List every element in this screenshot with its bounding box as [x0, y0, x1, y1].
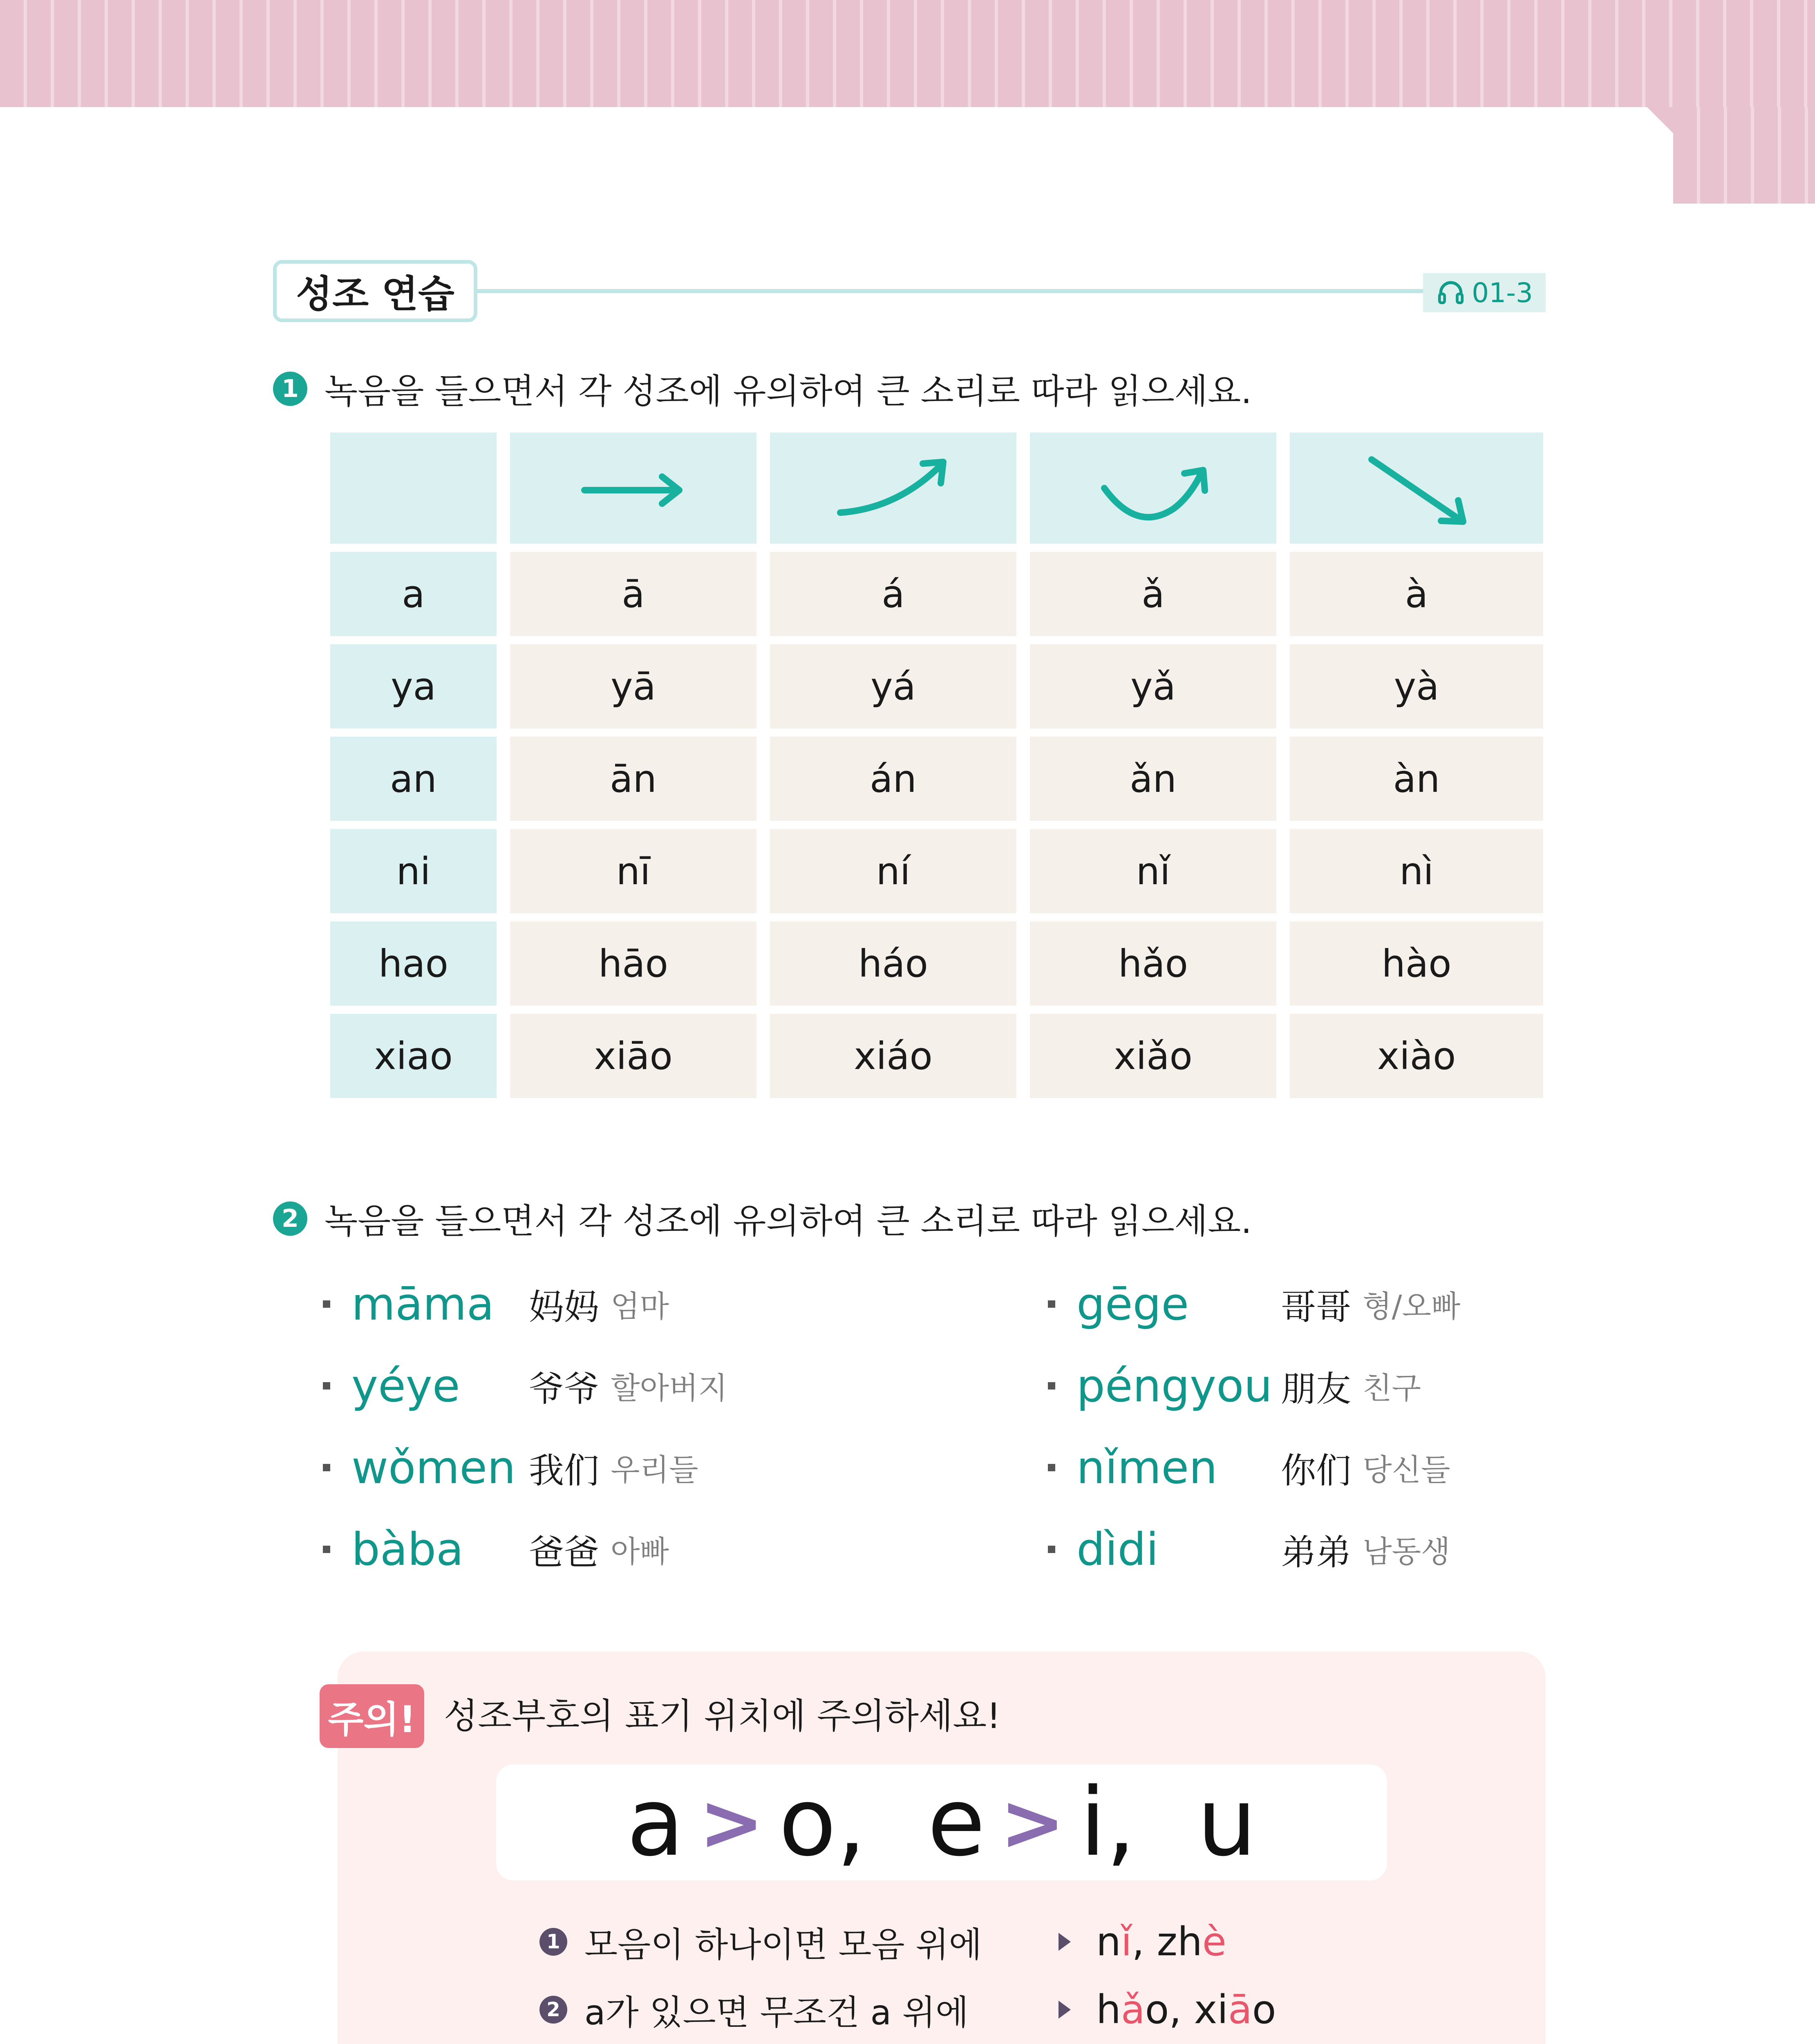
vocab-pinyin: nǐmen: [1076, 1441, 1217, 1494]
row-base-xiao: xiao: [330, 1014, 497, 1098]
vocab-pinyin: dìdi: [1076, 1523, 1159, 1576]
bullet: [323, 1546, 330, 1553]
priority-arrow: >: [1000, 1777, 1065, 1868]
vocab-korean: 친구: [1363, 1371, 1421, 1406]
vocab-item: [1048, 1521, 1450, 1578]
priority-arrow: >: [699, 1777, 764, 1868]
tone-cell: á: [770, 552, 1016, 636]
tone-cell: nī: [510, 829, 756, 913]
vocab-item: [323, 1521, 669, 1578]
tone-marked-vowel: è: [1202, 1919, 1226, 1965]
tone-cell: hào: [1290, 921, 1543, 1006]
exercise-2-number: 2: [273, 1201, 307, 1236]
exercise-1-text: 녹음을 들으면서 각 성조에 유의하여 큰 소리로 따라 읽으세요.: [325, 371, 1252, 411]
bullet: [323, 1464, 330, 1471]
vocab-korean: 남동생: [1363, 1534, 1450, 1569]
example-letters: n: [1096, 1919, 1121, 1965]
vocab-korean: 당신들: [1363, 1452, 1450, 1488]
vowel-u: u: [1197, 1768, 1257, 1877]
exercise-1-instruction: [273, 364, 1252, 413]
vowel-a: a: [627, 1768, 685, 1877]
vocab-pinyin: bàba: [351, 1523, 464, 1576]
example-letters: h: [1096, 1987, 1121, 2033]
tone-cell: hǎo: [1030, 921, 1276, 1006]
bullet: [1048, 1382, 1055, 1390]
vocab-korean: 할아버지: [611, 1371, 727, 1406]
vocab-item: [323, 1357, 727, 1414]
audio-track-button[interactable]: [1423, 273, 1546, 312]
example-letters: o: [1145, 1987, 1169, 2033]
tone-3-arrow-icon: [1088, 443, 1219, 533]
tone-cell: ní: [770, 829, 1016, 913]
vocab-hanzi: 我们: [529, 1450, 599, 1491]
tone-cell: ān: [510, 737, 756, 821]
tone-cell: à: [1290, 552, 1543, 636]
vocab-hanzi: 哥哥: [1281, 1287, 1351, 1328]
vocab-pinyin: wǒmen: [351, 1441, 516, 1494]
bullet: [1048, 1300, 1055, 1308]
tone-4-header: [1290, 433, 1543, 544]
vocab-korean: 엄마: [611, 1289, 669, 1324]
tone-marked-vowel: ǎ: [1121, 1987, 1145, 2033]
bullet: [323, 1300, 330, 1308]
vowel-o: o,: [779, 1768, 866, 1877]
vocab-hanzi: 爸爸: [529, 1532, 599, 1573]
vocab-hanzi: 妈妈: [529, 1287, 599, 1328]
vowel-priority-card: [496, 1764, 1387, 1880]
tone-cell: ā: [510, 552, 756, 636]
tone-cell: xiáo: [770, 1014, 1016, 1098]
vocab-hanzi: 弟弟: [1281, 1532, 1351, 1573]
section-title: 성조 연습: [273, 260, 477, 322]
tone-cell: yá: [770, 644, 1016, 728]
tone-cell: àn: [1290, 737, 1543, 821]
rule-row: [539, 1981, 1276, 2038]
rule-number: 2: [539, 1996, 567, 2024]
tone-cell: háo: [770, 921, 1016, 1006]
top-decorative-band: [0, 0, 1815, 107]
tone-cell: yǎ: [1030, 644, 1276, 728]
tone-cell: nì: [1290, 829, 1543, 913]
pointer-triangle-icon: [1059, 1933, 1071, 1951]
row-base-an: an: [330, 737, 497, 821]
rule-text: a가 있으면 무조건 a 위에: [584, 1992, 969, 2033]
vocab-item: [1048, 1439, 1450, 1496]
exercise-1-number: 1: [273, 372, 307, 406]
bullet: [323, 1382, 330, 1390]
row-base-a: a: [330, 552, 497, 636]
tone-2-header: [770, 433, 1016, 544]
rule-row: [539, 1913, 1226, 1970]
table-header-blank: [330, 433, 497, 544]
vocab-item: [323, 1439, 698, 1496]
page-tab-marker: [1673, 107, 1815, 204]
vocab-pinyin: gēge: [1076, 1278, 1189, 1330]
headphones-icon: [1436, 278, 1466, 308]
tone-1-arrow-icon: [568, 443, 699, 533]
vocab-hanzi: 你们: [1281, 1450, 1351, 1491]
tone-cell: án: [770, 737, 1016, 821]
audio-track-label: 01-3: [1472, 277, 1533, 309]
tone-cell: hāo: [510, 921, 756, 1006]
rule-example: hǎo, xiāo: [1096, 1987, 1276, 2033]
rule-example: nǐ, zhè: [1096, 1919, 1226, 1965]
vocab-korean: 아빠: [611, 1534, 669, 1569]
exercise-2-text: 녹음을 들으면서 각 성조에 유의하여 큰 소리로 따라 읽으세요.: [325, 1201, 1252, 1241]
vocab-pinyin: péngyou: [1076, 1360, 1273, 1412]
tone-cell: yà: [1290, 644, 1543, 728]
vowel-e: e: [927, 1768, 985, 1877]
vocab-pinyin: māma: [351, 1278, 495, 1330]
tone-marked-vowel: ǐ: [1121, 1919, 1132, 1965]
tone-cell: xiào: [1290, 1014, 1543, 1098]
bullet: [1048, 1464, 1055, 1471]
tone-cell: ǎn: [1030, 737, 1276, 821]
section-divider: [477, 289, 1423, 293]
tone-cell: nǐ: [1030, 829, 1276, 913]
vocab-korean: 우리들: [611, 1452, 698, 1488]
vocab-item: [323, 1275, 669, 1333]
tone-cell: yā: [510, 644, 756, 728]
tone-cell: ǎ: [1030, 552, 1276, 636]
example-letters: xi: [1194, 1987, 1228, 2033]
tone-1-header: [510, 433, 756, 544]
vocab-hanzi: 爷爷: [529, 1369, 599, 1410]
row-base-hao: hao: [330, 921, 497, 1006]
vocab-hanzi: 朋友: [1281, 1369, 1351, 1410]
tab-corner-decoration: [1647, 107, 1673, 133]
tone-4-arrow-icon: [1351, 443, 1482, 533]
tone-3-header: [1030, 433, 1276, 544]
example-letters: o: [1252, 1987, 1276, 2033]
tone-2-arrow-icon: [828, 443, 959, 533]
vowel-i: i,: [1079, 1768, 1136, 1877]
bullet: [1048, 1546, 1055, 1553]
tone-cell: xiāo: [510, 1014, 756, 1098]
rule-text: 모음이 하나이면 모음 위에: [584, 1924, 982, 1965]
caution-title: 성조부호의 표기 위치에 주의하세요!: [444, 1696, 1001, 1737]
tone-marked-vowel: ā: [1228, 1987, 1252, 2033]
vocab-item: [1048, 1357, 1421, 1414]
exercise-2-instruction: [273, 1194, 1252, 1243]
vocab-korean: 형/오빠: [1363, 1289, 1461, 1324]
row-base-ni: ni: [330, 829, 497, 913]
tone-table: [330, 433, 1543, 1098]
pointer-triangle-icon: [1059, 2001, 1071, 2019]
row-base-ya: ya: [330, 644, 497, 728]
tone-cell: xiǎo: [1030, 1014, 1276, 1098]
caution-badge: 주의!: [320, 1684, 424, 1748]
rule-number: 1: [539, 1928, 567, 1956]
vocab-item: [1048, 1275, 1460, 1333]
vocab-pinyin: yéye: [351, 1360, 460, 1412]
example-letters: zh: [1157, 1919, 1202, 1965]
